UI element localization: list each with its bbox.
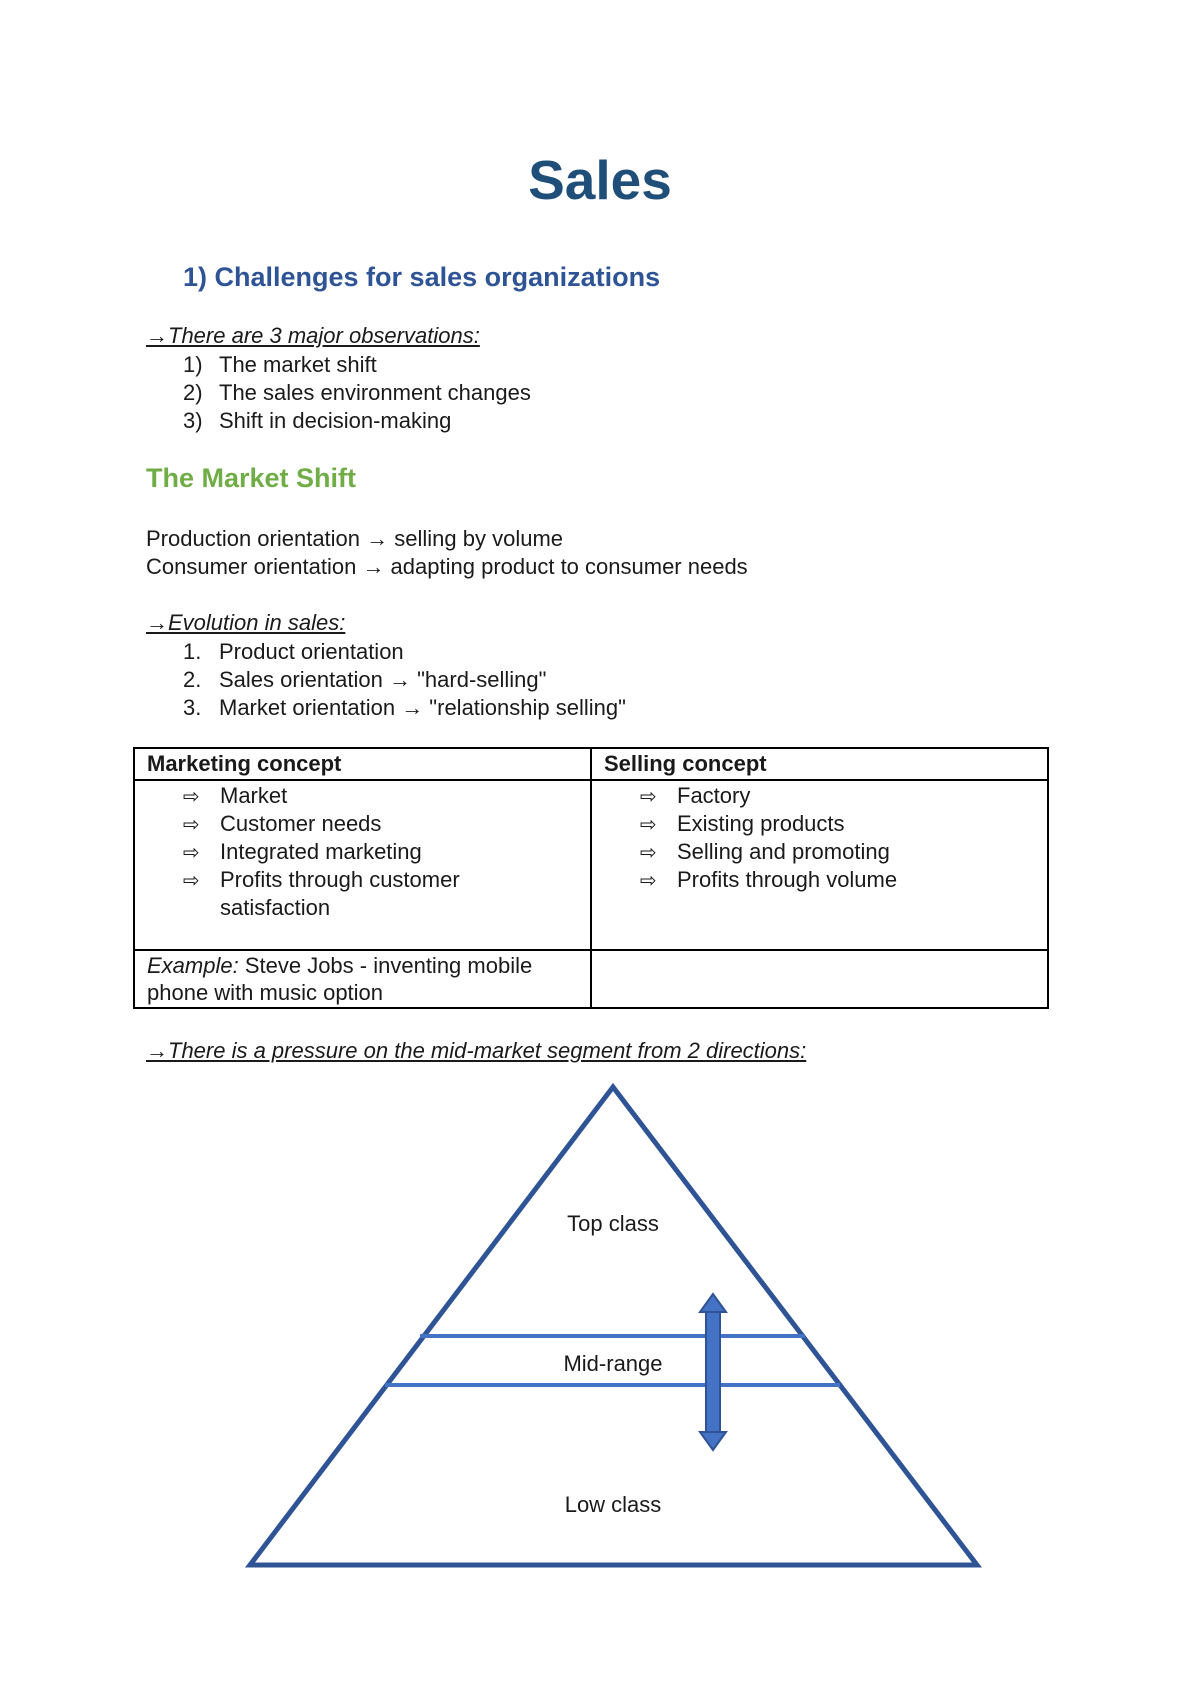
orientation-line: Consumer orientation → adapting product to consumer needs	[146, 554, 748, 579]
observation-number: 3)	[183, 408, 203, 433]
concept-table	[133, 747, 1049, 1009]
evolution-text: Product orientation	[219, 639, 404, 664]
orientation-line: Production orientation → selling by volume	[146, 526, 564, 551]
evolution-item	[183, 695, 626, 721]
marketing-concept-header: Marketing concept	[134, 748, 591, 780]
observation-number: 2)	[183, 380, 203, 405]
list-item: ⇨ Existing products	[640, 810, 1035, 838]
list-item: ⇨ Profits through volume	[640, 866, 1035, 894]
selling-concept-list	[604, 782, 1035, 920]
evolution-number: 2.	[183, 667, 202, 692]
section-heading-market-shift: The Market Shift	[146, 463, 357, 493]
evolution-item	[183, 639, 404, 665]
list-item: ⇨ Integrated marketing	[183, 838, 578, 866]
evolution-number: 1.	[183, 639, 202, 664]
observation-number: 1)	[183, 352, 203, 377]
observation-item	[183, 408, 451, 434]
evolution-note: →Evolution in sales:	[146, 610, 346, 635]
pressure-arrow	[700, 1294, 726, 1450]
marketing-concept-cell	[134, 780, 591, 950]
example-text: Steve Jobs - inventing mobile phone with music option	[147, 953, 533, 1005]
example-cell	[134, 950, 591, 1008]
observation-text: The market shift	[219, 352, 377, 377]
list-item: ⇨ Factory	[640, 782, 1035, 810]
low-class-label: Low class	[564, 1492, 662, 1517]
mid-range-label: Mid-range	[563, 1351, 663, 1376]
evolution-number: 3.	[183, 695, 202, 720]
market-pyramid-diagram	[0, 1060, 1200, 1590]
section-heading-challenges: 1) Challenges for sales organizations	[183, 262, 661, 292]
evolution-text: Sales orientation → "hard-selling"	[219, 667, 547, 692]
observation-text: The sales environment changes	[219, 380, 531, 405]
evolution-text: Market orientation → "relationship selling"	[219, 695, 626, 720]
observation-item	[183, 352, 377, 378]
observation-text: Shift in decision-making	[219, 408, 452, 433]
evolution-item	[183, 667, 546, 693]
list-item: ⇨ Selling and promoting	[640, 838, 1035, 866]
page-title: Sales	[528, 149, 672, 211]
list-item: ⇨ Profits through customer satisfaction	[183, 866, 490, 922]
list-item: ⇨ Customer needs	[183, 810, 578, 838]
observations-note: →There are 3 major observations:	[146, 323, 480, 348]
selling-concept-header: Selling concept	[591, 748, 1048, 780]
top-class-label: Top class	[567, 1211, 659, 1236]
empty-cell	[591, 950, 1048, 1008]
observation-item	[183, 380, 531, 406]
example-label: Example:	[147, 953, 239, 978]
selling-concept-cell	[591, 780, 1048, 950]
list-item: ⇨ Market	[183, 782, 578, 810]
pressure-note: →There is a pressure on the mid-market segment from 2 directions:	[146, 1038, 807, 1063]
marketing-concept-list	[147, 782, 578, 948]
